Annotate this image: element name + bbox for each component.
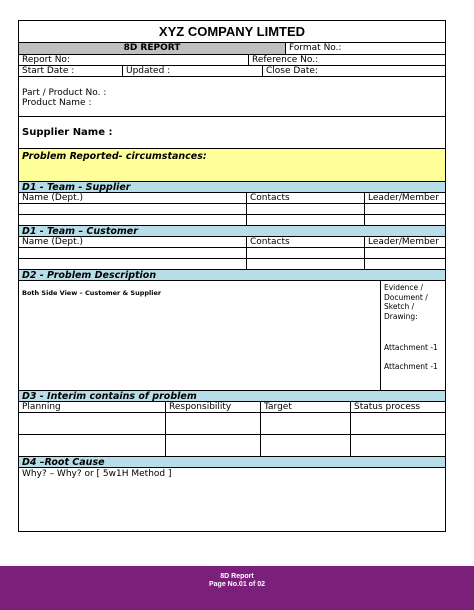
d2-evidence-area[interactable] [381,281,445,390]
d1-supplier-title: D1 - Team - Supplier [22,182,131,193]
start-date-field[interactable]: Start Date : [19,66,123,76]
d1-supplier-cell[interactable] [365,204,445,214]
d2-description-area[interactable] [19,281,381,390]
d3-col-status: Status process [354,402,421,412]
d2-body [19,281,445,391]
problem-reported-field[interactable]: Problem Reported- circumstances: [22,151,207,162]
d1-customer-row-2 [19,259,445,270]
d1-customer-cell[interactable] [365,248,445,258]
d1-customer-cell[interactable] [247,248,365,258]
d3-title: D3 - Interim contains of problem [22,391,197,402]
evidence-line: Document / [384,292,428,302]
d3-cell[interactable] [19,413,166,434]
d3-cell[interactable] [351,435,445,456]
d1-supplier-header [19,182,445,193]
d4-header [19,457,445,468]
d1-customer-columns [19,237,445,248]
d3-cell[interactable] [261,435,351,456]
d3-cell[interactable] [351,413,445,434]
attachment-2-label: Attachment -1 [384,361,438,371]
report-format-row [19,43,445,55]
d3-header [19,391,445,402]
reference-no-field[interactable]: Reference No.: [252,55,319,65]
d3-row-1 [19,413,445,435]
dates-row [19,66,445,77]
footer-title: 8D Report [220,573,254,580]
d1-customer-cell[interactable] [365,259,445,269]
d3-col-target: Target [261,402,351,412]
d3-cell[interactable] [261,413,351,434]
supplier-name-row [19,117,445,149]
d1-supplier-col-contacts: Contacts [247,193,365,203]
both-side-view-label: Both Side View – Customer & Supplier [22,289,162,297]
d2-header [19,270,445,281]
d1-supplier-col-leader: Leader/Member [368,193,439,203]
product-name-label: Product Name : [22,98,92,108]
updated-field[interactable]: Updated : [123,66,263,76]
part-product-field[interactable] [19,77,445,116]
8d-report-form [18,20,446,532]
company-title: XYZ COMPANY LIMTED [158,24,306,39]
d1-supplier-columns [19,193,445,204]
d3-row-2 [19,435,445,457]
d1-customer-header [19,226,445,237]
d1-customer-row-1 [19,248,445,259]
d1-supplier-col-name: Name (Dept.) [19,193,247,203]
footer-page-number: Page No.01 of 02 [208,581,266,588]
d4-body [19,468,445,531]
evidence-line: Evidence / [384,283,424,292]
page-footer [0,566,474,610]
report-label: 8D REPORT [19,43,286,54]
d3-columns [19,402,445,413]
d3-cell[interactable] [166,435,261,456]
d3-cell[interactable] [166,413,261,434]
supplier-name-field[interactable]: Supplier Name : [22,127,113,138]
d3-col-planning: Planning [19,402,166,412]
title-row [19,21,445,43]
d2-title: D2 - Problem Description [22,270,157,281]
d1-supplier-cell[interactable] [247,204,365,214]
d4-method-label: Why? – Why? or [ 5w1H Method ] [22,469,172,479]
d1-customer-title: D1 - Team – Customer [22,226,138,237]
d1-supplier-cell[interactable] [365,215,445,225]
report-no-field[interactable]: Report No: [19,55,249,65]
d1-supplier-row-1 [19,204,445,215]
d3-cell[interactable] [19,435,166,456]
d1-supplier-row-2 [19,215,445,226]
d1-supplier-cell[interactable] [247,215,365,225]
format-no-field[interactable]: Format No.: [289,43,342,53]
d1-supplier-cell[interactable] [19,204,247,214]
d4-title: D4 –Root Cause [22,457,105,468]
problem-reported-row [19,149,445,182]
part-product-row [19,77,445,117]
d1-customer-cell[interactable] [19,248,247,258]
report-reference-row [19,55,445,66]
d1-customer-col-leader: Leader/Member [368,237,439,247]
d1-customer-col-name: Name (Dept.) [19,237,247,247]
d3-col-responsibility: Responsibility [166,402,261,412]
close-date-field[interactable]: Close Date: [266,66,318,76]
evidence-line: Sketch / [384,302,415,311]
d1-customer-cell[interactable] [19,259,247,269]
evidence-line: Drawing: [384,311,418,321]
d4-root-cause-area[interactable] [19,468,445,531]
part-no-label: Part / Product No. : [22,88,107,98]
d1-supplier-cell[interactable] [19,215,247,225]
d1-customer-col-contacts: Contacts [247,237,365,247]
attachment-1-label: Attachment -1 [384,343,438,352]
d1-customer-cell[interactable] [247,259,365,269]
